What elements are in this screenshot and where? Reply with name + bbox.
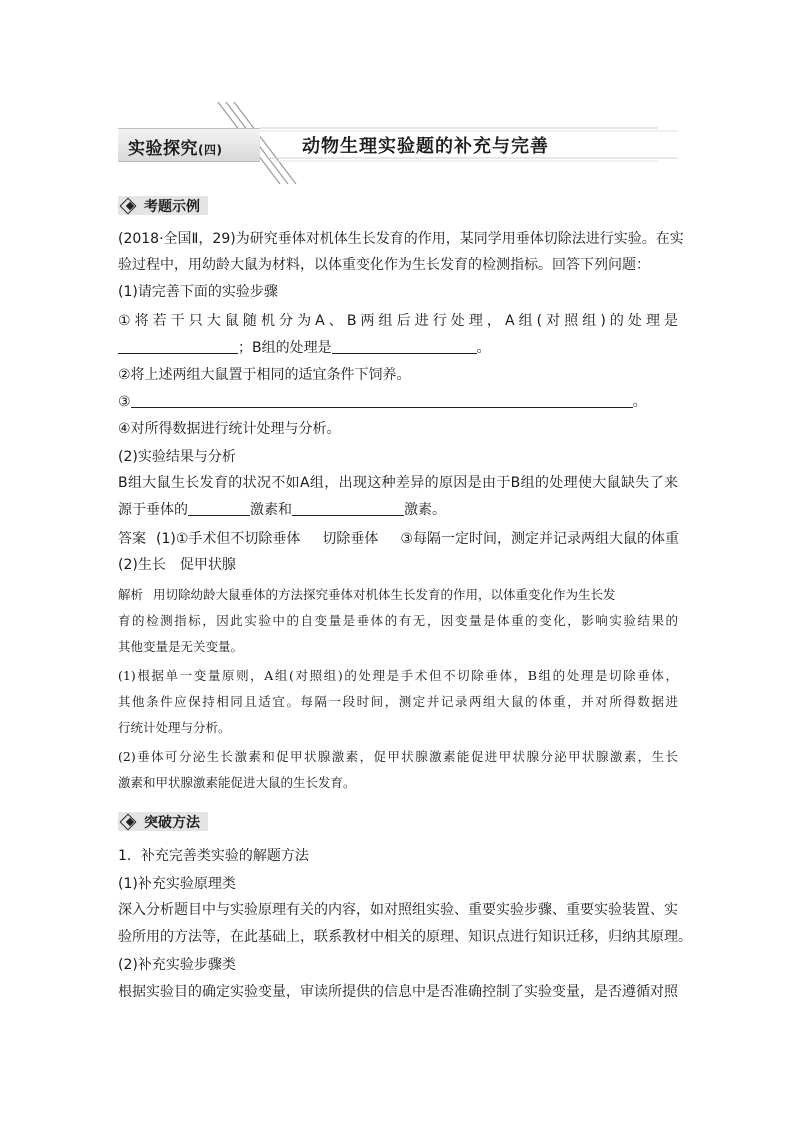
question-result-line-1: B组大鼠生长发育的状况不如A组，出现这种差异的原因是由于B组的处理使大鼠缺失了来 xyxy=(118,475,678,491)
answer-b2: 促甲状腺 xyxy=(179,557,236,573)
diamond-icon xyxy=(122,815,136,829)
method-sub-1-text-2: 验所用的方法等，在此基础上，联系教材中相关的原理、知识点进行知识迁移，归纳其原理。 xyxy=(118,929,692,945)
answer-line-2 xyxy=(118,556,678,574)
explanation-line-3: 其他变量是无关变量。 xyxy=(118,639,244,654)
question-step-3 xyxy=(118,393,678,411)
step-3-end: 。 xyxy=(632,394,647,410)
question-intro-line-2: 验过程中，用幼龄大鼠为材料，以体重变化作为生长发育的检测指标。回答下列问题： xyxy=(118,257,650,273)
answer-b1: (2)生长 xyxy=(118,557,166,573)
answer-blank[interactable] xyxy=(332,339,477,354)
answer-a3: ③每隔一定时间，测定并记录两组大鼠的体重 xyxy=(400,531,679,547)
section-method-heading xyxy=(118,812,208,831)
answer-a2: 切除垂体 xyxy=(322,531,379,547)
answer-line-1 xyxy=(118,530,678,548)
explanation-line-6: 行统计处理与分析。 xyxy=(118,720,231,735)
question-step-4: ④对所得数据进行统计处理与分析。 xyxy=(118,421,341,437)
result-text-b: 激素和 xyxy=(250,502,292,518)
question-part-1: (1)请完善下面的实验步骤 xyxy=(118,284,278,300)
explanation-line-1 xyxy=(118,586,678,603)
method-item-1: 1．补充完善类实验的解题方法 xyxy=(118,848,309,864)
explanation-line-5: 其他条件应保持相同且适宜。每隔一段时间，测定并记录两组大鼠的体重，并对所得数据进 xyxy=(118,694,678,709)
question-step-1: ①将若干只大鼠随机分为A、B两组后进行处理，A组(对照组)的处理是 xyxy=(118,313,678,329)
question-step-1-blanks xyxy=(118,339,678,357)
answer-blank[interactable] xyxy=(292,501,404,516)
question-part-2: (2)实验结果与分析 xyxy=(118,449,236,465)
step-1-end: 。 xyxy=(476,340,491,356)
result-text-a: 源于垂体的 xyxy=(118,502,188,518)
result-text-c: 激素。 xyxy=(404,502,446,518)
explanation-line-8: 激素和甲状腺激素能促进大鼠的生长发育。 xyxy=(118,775,356,790)
answer-blank[interactable] xyxy=(118,339,238,354)
explanation-line-2: 育的检测指标，因此实验中的自变量是垂体的有无，因变量是体重的变化，影响实验结果的 xyxy=(118,613,678,628)
question-intro-line-1: (2018·全国Ⅱ，29)为研究垂体对机体生长发育的作用，某同学用垂体切除法进行实验。在实 xyxy=(118,231,684,247)
page-title: 动物生理实验题的补充与完善 xyxy=(302,136,549,157)
answer-blank[interactable] xyxy=(188,501,250,516)
method-sub-2: (2)补充实验步骤类 xyxy=(118,957,236,973)
method-sub-1-text-1: 深入分析题目中与实验原理有关的内容，如对照组实验、重要实验步骤、重要实验装置、实 xyxy=(118,902,678,918)
answer-a1: (1)①手术但不切除垂体 xyxy=(156,531,301,547)
section-example-heading xyxy=(118,196,208,215)
section-method-title: 突破方法 xyxy=(144,814,200,831)
section-example-title: 考题示例 xyxy=(144,198,200,215)
answer-label: 答案 xyxy=(118,531,146,547)
step-3-prefix: ③ xyxy=(118,394,131,410)
step-1-b-label: ；B组的处理是 xyxy=(238,340,332,356)
question-step-2: ②将上述两组大鼠置于相同的适宜条件下饲养。 xyxy=(118,367,411,383)
banner-label: 实验探究(四) xyxy=(128,139,223,159)
diamond-icon xyxy=(122,199,136,213)
question-result-line-2 xyxy=(118,501,678,519)
method-sub-1: (1)补充实验原理类 xyxy=(118,876,236,892)
explanation-p1-1: 用切除幼龄大鼠垂体的方法探究垂体对机体生长发育的作用，以体重变化作为生长发 xyxy=(153,587,616,602)
explanation-line-7: (2)垂体可分泌生长激素和促甲状腺激素，促甲状腺激素能促进甲状腺分泌甲状腺激素，生长 xyxy=(118,749,678,764)
answer-blank[interactable] xyxy=(131,393,633,408)
method-sub-2-text-1: 根据实验目的确定实验变量，审读所提供的信息中是否准确控制了实验变量，是否遵循对照 xyxy=(118,984,678,1000)
chapter-banner xyxy=(118,100,678,190)
explanation-label: 解析 xyxy=(118,587,144,602)
explanation-line-4: (1)根据单一变量原则，A组(对照组)的处理是手术但不切除垂体，B组的处理是切除垂体， xyxy=(118,668,678,683)
